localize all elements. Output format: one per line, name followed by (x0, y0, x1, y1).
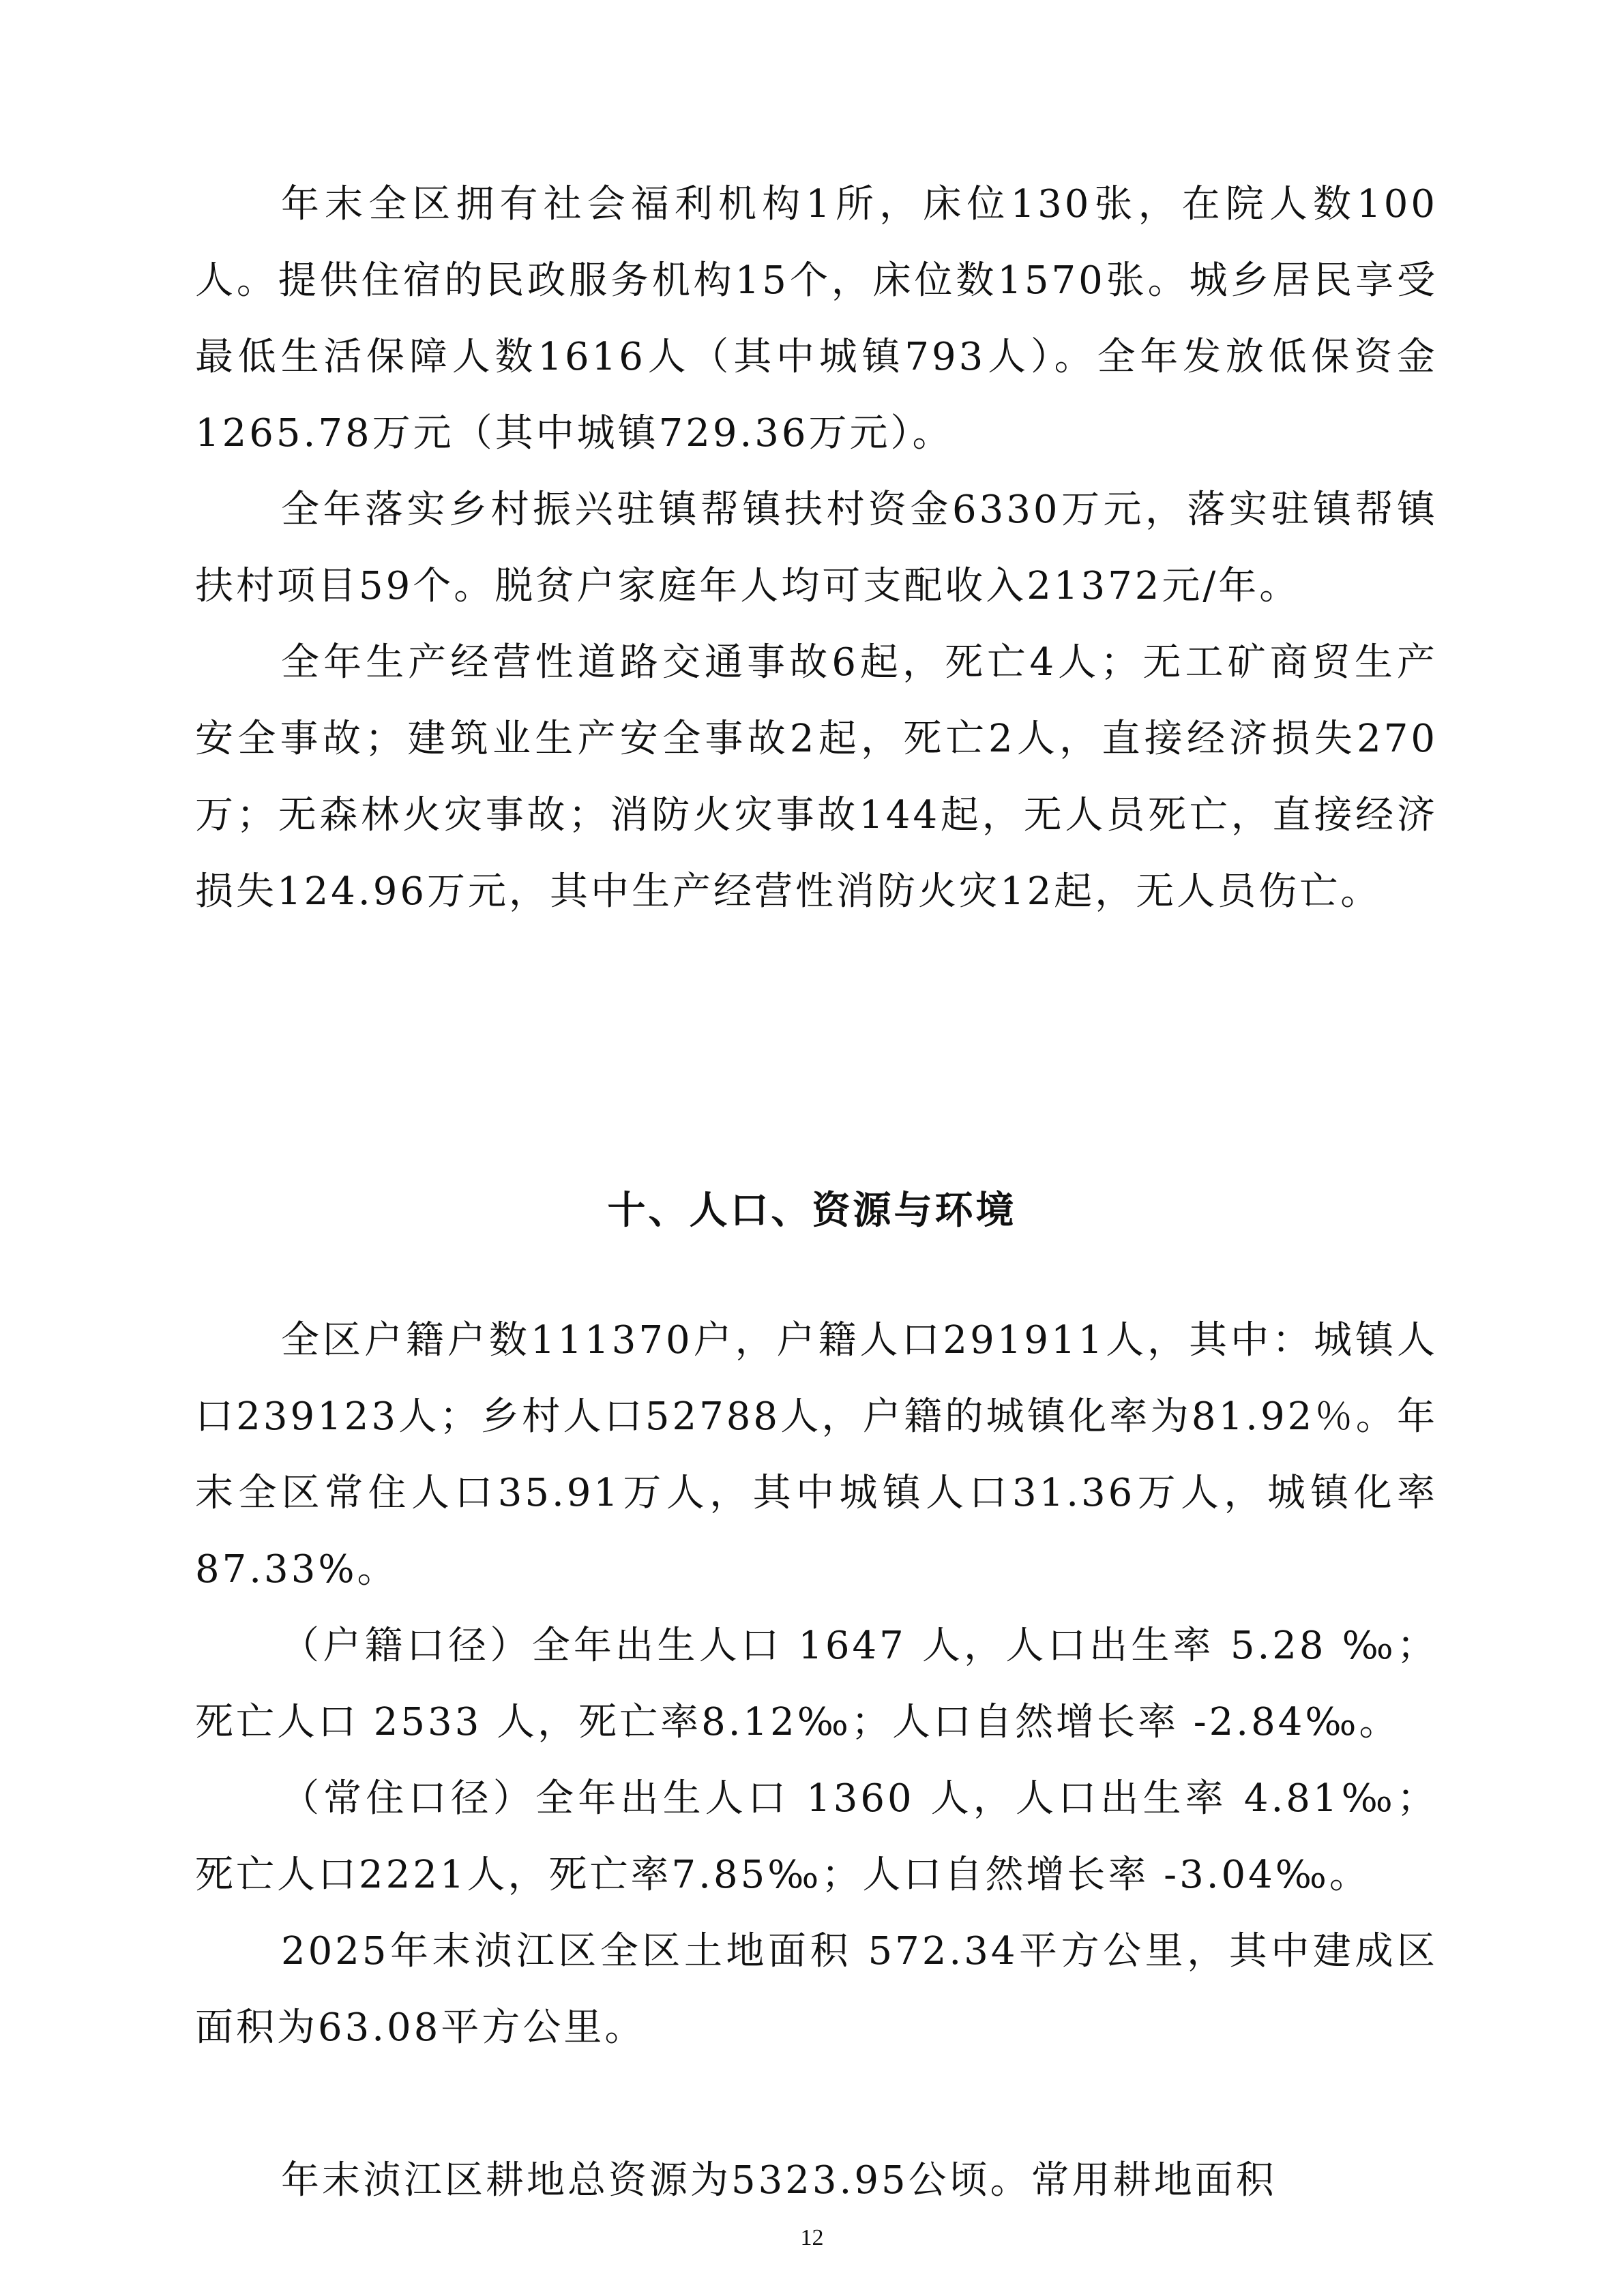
paragraph-population-households: 全区户籍户数111370户，户籍人口291911人，其中：城镇人口239123人；乡村人口52788人，户籍的城镇化率为81.92％。年末全区常住人口35.91万人，其中城镇人口31.36万人，城镇化率87.33%。 (195, 1318, 1438, 1592)
section-heading: 十、人口、资源与环境 (607, 1189, 1017, 1233)
page-number: 12 (800, 2225, 824, 2250)
paragraph-rural-revitalization: 全年落实乡村振兴驻镇帮镇扶村资金6330万元，落实驻镇帮镇扶村项目59个。脱贫户家庭年人均可支配收入21372元/年。 (195, 488, 1438, 608)
paragraph-registered-births: （户籍口径）全年出生人口 1647 人，人口出生率 5.28 ‰；死亡人口 2533 人，死亡率8.12‰；人口自然增长率 -2.84‰。 (195, 1624, 1438, 1744)
paragraph-resident-births: （常住口径）全年出生人口 1360 人，人口出生率 4.81‰；死亡人口2221人，死亡率7.85‰；人口自然增长率 -3.04‰。 (195, 1776, 1438, 1897)
paragraph-social-welfare: 年末全区拥有社会福利机构1所，床位130张，在院人数100人。提供住宿的民政服务机构15个，床位数1570张。城乡居民享受最低生活保障人数1616人（其中城镇793人）。全年发放低保资金1265.78万元（其中城镇729.36万元）。 (195, 182, 1438, 456)
paragraph-land-area: 2025年末浈江区全区土地面积 572.34平方公里，其中建成区面积为63.08平方公里。 (195, 1929, 1438, 2050)
paragraph-cultivated-land: 年末浈江区耕地总资源为5323.95公顷。常用耕地面积 (281, 2158, 1277, 2203)
paragraph-safety-accidents: 全年生产经营性道路交通事故6起，死亡4人；无工矿商贸生产安全事故；建筑业生产安全事故2起，死亡2人，直接经济损失270万；无森林火灾事故；消防火灾事故144起，无人员死亡，直接经济损失124.96万元，其中生产经营性消防火灾12起，无人员伤亡。 (195, 640, 1438, 914)
